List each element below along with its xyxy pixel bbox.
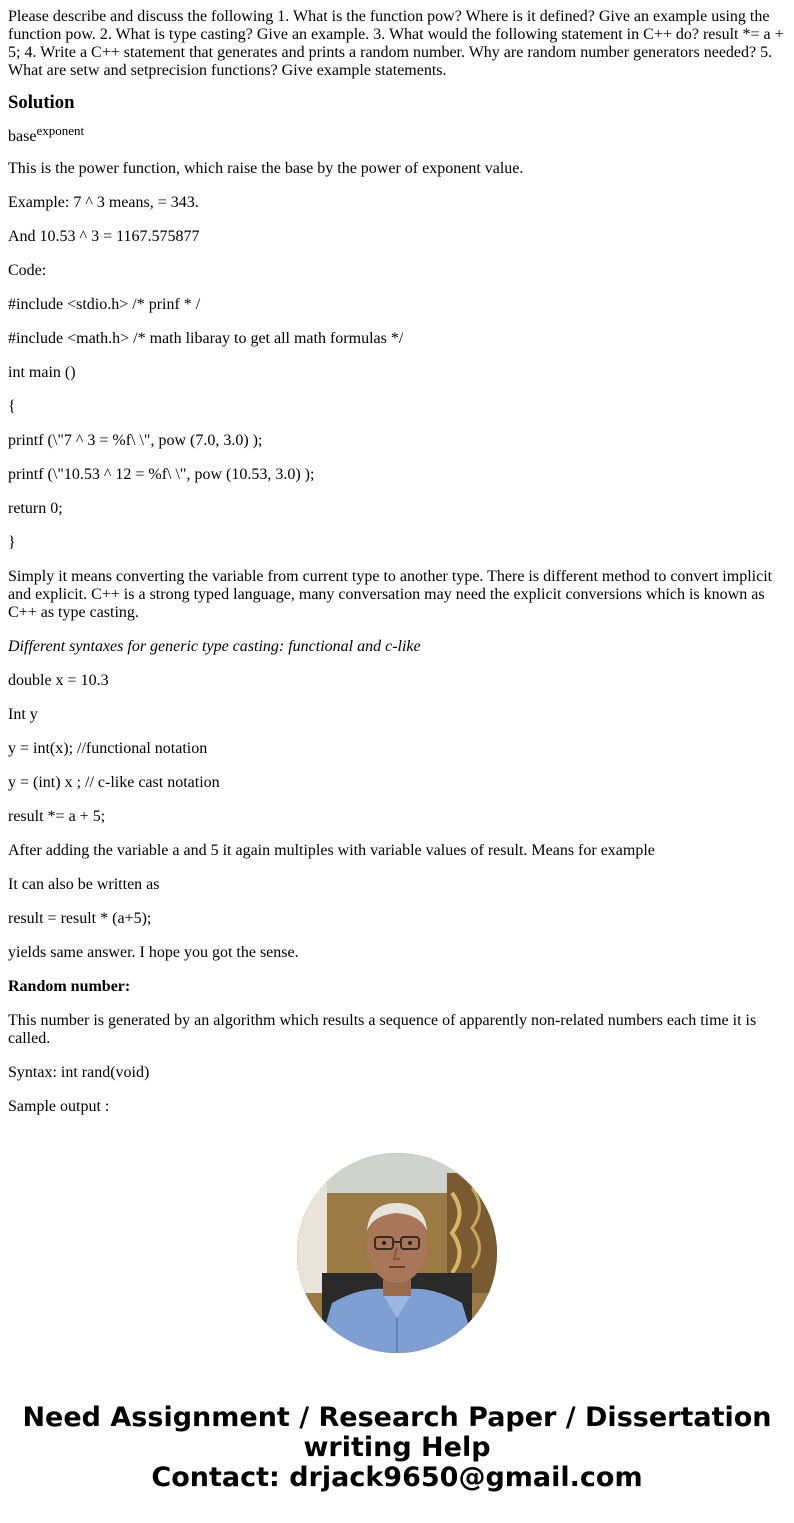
code-line: } — [8, 534, 16, 551]
cast-line: y = int(x); //functional notation — [8, 740, 208, 757]
base-word: base — [8, 128, 37, 145]
document-content — [8, 8, 786, 1124]
solution-heading: Solution — [8, 92, 75, 113]
rand-syntax: Syntax: int rand(void) — [8, 1064, 150, 1081]
cast-line: double x = 10.3 — [8, 672, 109, 689]
code-line: printf (\"7 ^ 3 = %f\ \", pow (7.0, 3.0) ); — [8, 432, 263, 449]
random-number-description: This number is generated by an algorithm which results a sequence of apparently non-related numbers each time it is called. — [8, 1012, 757, 1047]
question-text: Please describe and discuss the following 1. What is the function pow? Where is it defined? Give an example using the function pow. 2. What is type casting? Give an example. 3. What would the following statement in C++ do? result *= a + 5; 4. Write a C++ statement that generates and prints a random number. Why are random number generators needed? 5. What are setw and setprecision functions? Give example statements. — [8, 8, 784, 79]
code-line: printf (\"10.53 ^ 12 = %f\ \", pow (10.53, 3.0) ); — [8, 466, 315, 483]
casting-syntaxes-note: Different syntaxes for generic type casting: functional and c-like — [8, 638, 421, 655]
solution-body — [8, 123, 786, 1116]
promo-contact: Contact: drjack9650@gmail.com — [151, 1462, 643, 1493]
also-written-note: It can also be written as — [8, 876, 160, 893]
exponent-word: exponent — [36, 123, 85, 138]
code-line: { — [8, 398, 16, 415]
type-casting-description: Simply it means converting the variable from current type to another type. There is different method to convert implicit and explicit. C++ is a strong typed language, many conversation may need the explicit conversions which is known as C++ as type casting. — [8, 568, 773, 621]
cast-line: y = (int) x ; // c-like cast notation — [8, 774, 220, 791]
random-number-heading: Random number: — [8, 978, 131, 995]
code-label: Code: — [8, 262, 47, 279]
code-line: #include <math.h> /* math libaray to get all math formulas */ — [8, 330, 404, 347]
promo-banner — [0, 1403, 794, 1493]
base-exponent-notation — [8, 123, 786, 146]
promo-line-1: Need Assignment / Research Paper / Dissertation — [22, 1402, 772, 1433]
code-line: return 0; — [8, 500, 63, 517]
power-example-2: And 10.53 ^ 3 = 1167.575877 — [8, 228, 200, 245]
result-alternative: result = result * (a+5); — [8, 910, 152, 927]
cast-line: Int y — [8, 706, 38, 723]
code-line: int main () — [8, 364, 76, 381]
power-example-1: Example: 7 ^ 3 means, = 343. — [8, 194, 199, 211]
promo-line-2: writing Help — [303, 1432, 491, 1463]
power-description: This is the power function, which raise the base by the power of exponent value. — [8, 160, 524, 177]
yields-note: yields same answer. I hope you got the sense. — [8, 944, 299, 961]
code-line: #include <stdio.h> /* prinf * / — [8, 296, 201, 313]
avatar — [297, 1153, 497, 1353]
sample-output-label: Sample output : — [8, 1098, 110, 1115]
result-description: After adding the variable a and 5 it again multiples with variable values of result. Means for example — [8, 842, 655, 859]
person-portrait-icon — [297, 1153, 497, 1353]
result-statement: result *= a + 5; — [8, 808, 106, 825]
